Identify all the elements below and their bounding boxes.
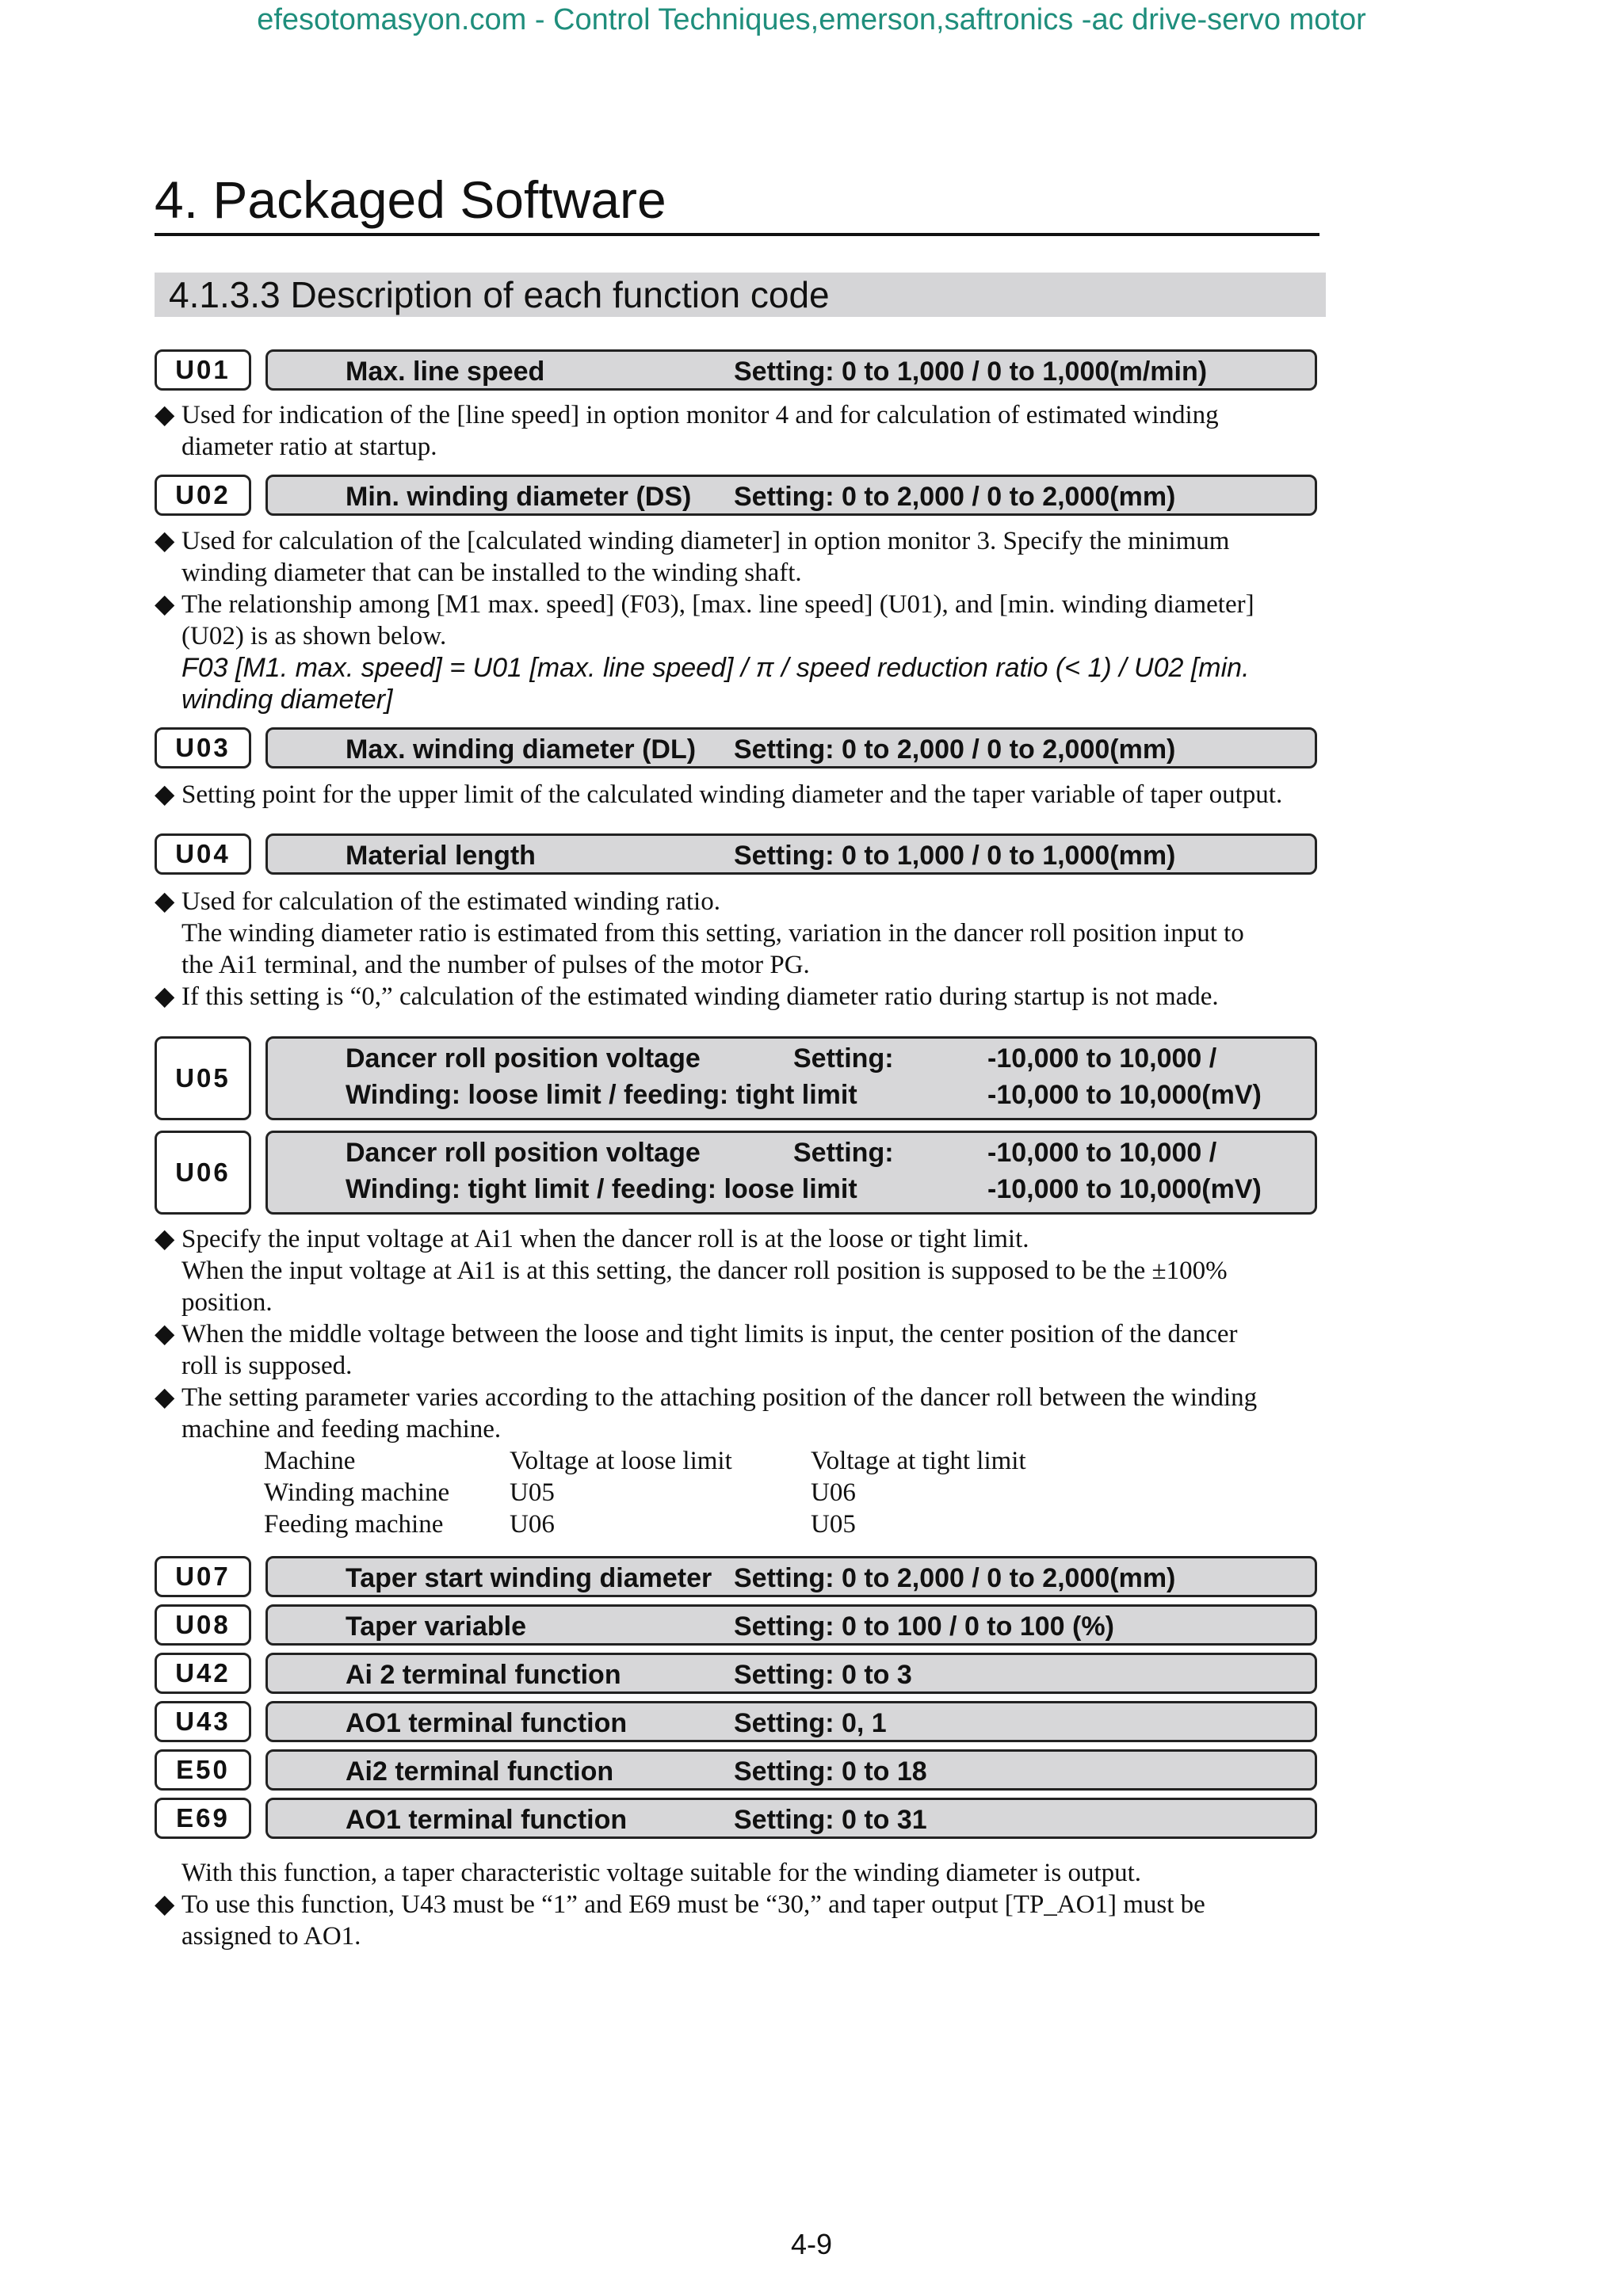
description-u03: ◆ Setting point for the upper limit of the calculated winding diameter and the taper variable of taper output.	[155, 780, 1283, 809]
description-u01: ◆ Used for indication of the [line speed] in option monitor 4 and for calculation of estimated winding diameter ratio at startup.	[155, 401, 1219, 461]
bullet-icon: ◆	[155, 527, 175, 555]
description-taper: With this function, a taper characteristic voltage suitable for the winding diameter is output. ◆ To use this function, U43 must be “1” and E69 must be “30,” and taper output [TP_AO1] must be assigned to AO1.	[155, 1859, 1205, 1951]
function-name: Material length	[346, 841, 536, 871]
function-header-e50	[265, 1749, 1317, 1791]
function-header-u01	[265, 349, 1317, 391]
function-code-u06: U06	[155, 1131, 251, 1215]
description-u04: ◆ Used for calculation of the estimated winding ratio. The winding diameter ratio is estimated from this setting, variation in the dancer roll position input to the Ai1 terminal, and the number of pulses of the motor PG. ◆ If this setting is “0,” calculation of the estimated winding diameter ratio during startup is not made.	[155, 887, 1244, 1011]
function-setting: Setting: 0 to 100 / 0 to 100 (%)	[734, 1611, 1114, 1642]
page-number: 4-9	[790, 2228, 833, 2260]
formula: winding diameter]	[181, 685, 393, 715]
function-header-u07	[265, 1556, 1317, 1597]
function-name: Taper start winding diameter	[346, 1563, 712, 1593]
function-setting: Setting: 0 to 2,000 / 0 to 2,000(mm)	[734, 1563, 1176, 1593]
bullet-icon: ◆	[155, 982, 175, 1011]
function-code-u43: U43	[155, 1701, 251, 1742]
section-title: 4.1.3.3 Description of each function code	[155, 273, 1326, 317]
function-setting: Setting: 0, 1	[734, 1708, 887, 1738]
function-setting: Setting: 0 to 18	[734, 1756, 927, 1787]
function-setting: Setting: 0 to 3	[734, 1660, 912, 1690]
function-header-e69	[265, 1798, 1317, 1839]
function-setting: Setting: 0 to 31	[734, 1805, 927, 1835]
function-header-u42	[265, 1653, 1317, 1694]
function-setting: Setting: 0 to 1,000 / 0 to 1,000(mm)	[734, 841, 1176, 871]
function-code-u08: U08	[155, 1604, 251, 1646]
bullet-icon: ◆	[155, 401, 175, 429]
function-code-u04: U04	[155, 833, 251, 875]
formula: F03 [M1. max. speed] = U01 [max. line speed] / π / speed reduction ratio (< 1) / U02 [min.	[181, 653, 1250, 683]
bullet-icon: ◆	[155, 1383, 175, 1412]
chapter-title: 4. Packaged Software	[155, 168, 1319, 236]
function-setting: Setting: 0 to 2,000 / 0 to 2,000(mm)	[734, 482, 1176, 512]
function-code-e69: E69	[155, 1798, 251, 1839]
function-name: Max. winding diameter (DL)	[346, 734, 697, 765]
function-name: Max. line speed	[346, 357, 545, 387]
function-name: Taper variable	[346, 1611, 527, 1642]
function-header-u04	[265, 833, 1317, 875]
bullet-icon: ◆	[155, 780, 175, 809]
function-code-u01: U01	[155, 349, 251, 391]
function-code-u05: U05	[155, 1036, 251, 1120]
function-setting: Setting: 0 to 2,000 / 0 to 2,000(mm)	[734, 734, 1176, 765]
function-code-u02: U02	[155, 475, 251, 516]
function-name: Min. winding diameter (DS)	[346, 482, 692, 512]
site-banner: efesotomasyon.com - Control Techniques,emerson,saftronics -ac drive-servo motor	[257, 3, 1366, 36]
function-code-u03: U03	[155, 727, 251, 769]
bullet-icon: ◆	[155, 1320, 175, 1348]
function-header-u02	[265, 475, 1317, 516]
function-header-u08	[265, 1604, 1317, 1646]
function-setting: Setting: 0 to 1,000 / 0 to 1,000(m/min)	[734, 357, 1208, 387]
bullet-icon: ◆	[155, 590, 175, 619]
function-code-u42: U42	[155, 1653, 251, 1694]
bullet-icon: ◆	[155, 1890, 175, 1919]
function-name: AO1 terminal function	[346, 1805, 628, 1835]
function-name: Ai 2 terminal function	[346, 1660, 621, 1690]
function-name: Ai2 terminal function	[346, 1756, 614, 1787]
function-name: AO1 terminal function	[346, 1708, 628, 1738]
description-u05-u06: ◆ Specify the input voltage at Ai1 when the dancer roll is at the loose or tight limit. When the input voltage at Ai1 is at this setting, the dancer roll position is supposed to be the ±100% position. ◆ When the middle voltage between the loose and tight limits is input, the center position of the dancer roll is supposed. ◆ The setting parameter varies according to the attaching position of the dancer roll between the winding machine and feeding machine.	[155, 1225, 1258, 1444]
function-header-u43	[265, 1701, 1317, 1742]
description-u02: ◆ Used for calculation of the [calculated winding diameter] in option monitor 3. Specify the minimum winding diameter that can be installed to the winding shaft. ◆ The relationship among [M1 max. speed] (F03), [max. line speed] (U01), and [min. winding diameter] (U02) is as shown below. F03 [M1. max. speed] = U01 [max. line speed] / π / speed reduction ratio (< 1) / U02 [min. winding diameter]	[155, 525, 1319, 715]
function-header-u03	[265, 727, 1317, 769]
function-header-u06: Dancer roll position voltage Setting: -10,000 to 10,000 / Winding: tight limit / feeding: loose limit -10,000 to 10,000(mV)	[265, 1131, 1317, 1215]
function-header-u05: Dancer roll position voltage Setting: -10,000 to 10,000 / Winding: loose limit / feeding: tight limit -10,000 to 10,000(mV)	[265, 1036, 1317, 1120]
bullet-icon: ◆	[155, 1225, 175, 1253]
bullet-icon: ◆	[155, 887, 175, 916]
function-code-u07: U07	[155, 1556, 251, 1597]
function-code-e50: E50	[155, 1749, 251, 1791]
